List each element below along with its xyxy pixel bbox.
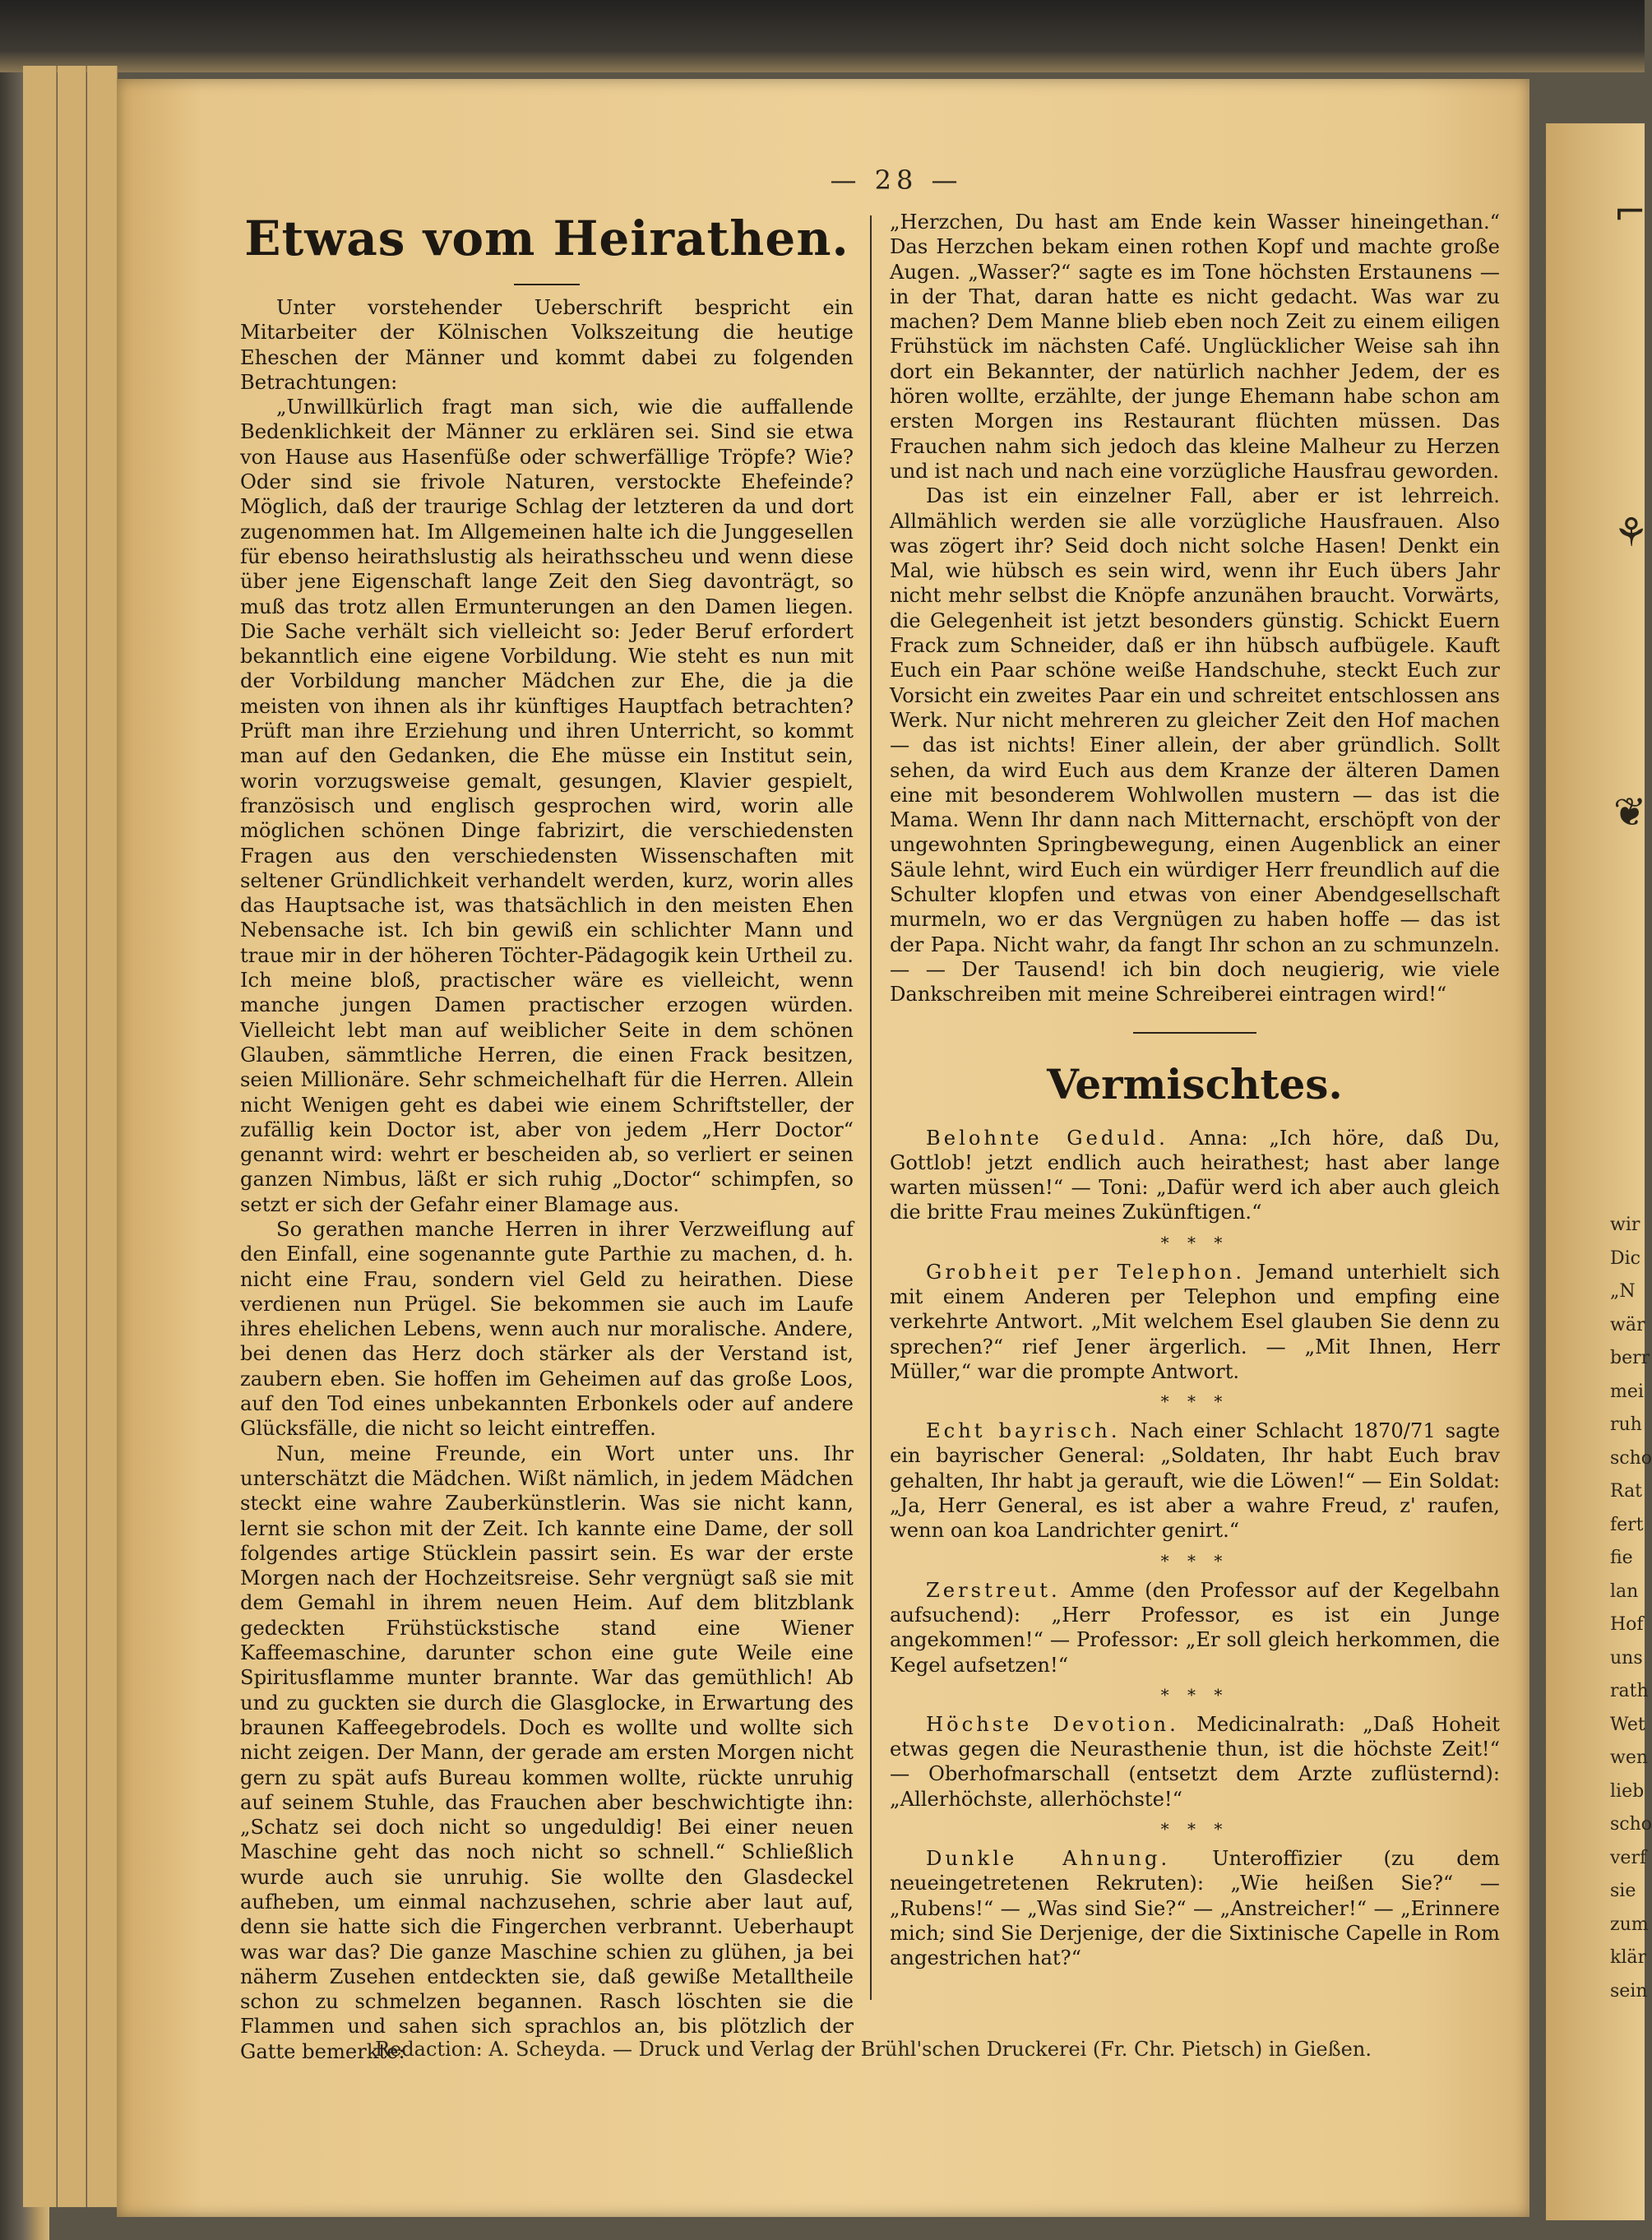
- misc-item: [890, 1846, 1500, 1970]
- ornament-figure: ❦: [1613, 789, 1647, 835]
- misc-item: [890, 1126, 1500, 1225]
- imprint-footer: Redaction: A. Scheyda. — Druck und Verlag der Brühl'schen Druckerei (Fr. Chr. Pietsch) in Gießen.: [375, 2038, 1372, 2061]
- article-paragraph: Nun, meine Freunde, ein Wort unter uns. Ihr unterschätzt die Mädchen. Wißt nämlich, in jedem Mädchen steckt eine wahre Zauberkünstlerin. Was sie nicht kann, lernt sie schon mit der Zeit. Ich kannte eine Dame, der soll folgendes artige Stücklein passirt sein. Es war der erste Morgen nach der Hochzeitsreise. Sehr vergnügt saß sie mit dem Gemahl in ihrem neuen Heim. Auf dem blitzblank gedeckten Frühstückstische stand eine Wiener Kaffeemaschine, darunter schon eine gute Weile eine Spiritusflamme munter brannte. War das gemüthlich! Ab und zu guckten sie durch die Glasglocke, in Erwartung des braunen Kaffeegebrodels. Doch es wollte und wollte sich nicht zeigen. Der Mann, der gerade am ersten Morgen nicht gern zu spät aufs Bureau kommen wollte, rückte unruhig auf seinem Stuhle, das Frauchen aber beschwichtigte ihn: „Schatz sei doch nicht so ungeduldig! Bei einer neuen Maschine geht das noch nicht so schnell.“ Schließlich wurde auch sie unruhig. Sie wollte den Glasdeckel aufheben, um einmal nachzusehen, schrie aber laut auf, denn sie hatte sich die Fingerchen verbrannt. Ueberhaupt was war das? Die ganze Maschine schien zu glühen, ja bei näherm Zusehen entdeckten sie, daß gewiße Metalltheile schon zu schmelzen begannen. Rasch löschten sie die Flammen und sahen sich sprachlos an, bis plötzlich der Gatte bemerkte:: [240, 1442, 854, 2063]
- misc-item-head: Zerstreut.: [926, 1578, 1061, 1602]
- misc-item-text: Nach einer Schlacht 1870/71 sagte ein bayrischer General: „Soldaten, Ihr habt Euch brav gehalten, Ihr habt ja gerauft, wie die Löwen!“ — Ein Soldat: „Ja, Herr General, es ist aber a wahre Freud, z' raufen, wenn oan koa Landrichter genirt.“: [890, 1419, 1501, 1543]
- star-separator: * * *: [1160, 1684, 1229, 1705]
- page-edge: [58, 66, 86, 2207]
- page-edge: [87, 66, 118, 2207]
- article-paragraph: „Unwillkürlich fragt man sich, wie die auffallende Bedenklichkeit der Männer zu erklären sei. Sind sie etwa von Hause aus Hasenfüße oder schwerfällige Tröpfe? Wie? Oder sind sie frivole Naturen, verstockte Ehefeinde? Möglich, daß der traurige Schlag der letzteren da und dort zugenommen hat. Im Allgemeinen halte ich die Junggesellen für ebenso heirathslustig als heirathsscheu und wenn diese über jene Eigenschaft lange Zeit den Sieg davonträgt, so muß das trotz allen Ermunterungen an den Damen liegen. Die Sache verhält sich vielleicht so: Jeder Beruf erfordert bekanntlich eine eigene Vorbildung. Wie steht es nun mit der Vorbildung mancher Mädchen zur Ehe, die ja die meisten von ihnen als ihr künftiges Hauptfach betrachten? Prüft man ihre Erziehung und ihren Unterricht, so kommt man auf den Gedanken, die Ehe müsse ein Institut sein, worin vorzugsweise gemalt, gesungen, Klavier gespielt, französisch und englisch gesprochen wird, worin alle möglichen schönen Dinge fabrizirt, die verschiedensten Fragen aus den verschiedensten Wissenschaften mit seltener Gründlichkeit verhandelt werden, kurz, worin alles das Hauptsache ist, was thatsächlich in den meisten Ehen Nebensache ist. Ich bin gewiß ein schlichter Mann und traue mir in der höheren Töchter-Pädagogik kein Urtheil zu. Ich meine bloß, practischer wäre es vielleicht, wenn manche jungen Damen practischer erzogen würden. Vielleicht lebt man auf weiblicher Seite in dem schönen Glauben, sämmtliche Herren, die einen Frack besitzen, seien Millionäre. Sehr schmeichelhaft für die Herren. Allein nicht Wenigen geht es dabei wie einem Schriftsteller, der zufällig kein Doctor ist, aber von jedem „Herr Doctor“ genannt wird: wehrt er bescheiden ab, so verliert er seinen ganzen Nimbus, läßt er sich ruhig „Doctor“ schimpfen, so setzt er sich der Gefahr einer Blamage aus.: [240, 396, 854, 1216]
- misc-item: [890, 1419, 1500, 1543]
- misc-item-head: Dunkle Ahnung.: [926, 1847, 1171, 1871]
- page-number: — 28 —: [830, 164, 963, 196]
- misc-item-text: Amme (den Professor auf der Kegelbahn aufsuchend): „Herr Professor, es ist ein Junge angekommen!“ — Professor: „Er soll gleich herkommen, die Kegel aufsetzen!“: [890, 1578, 1500, 1677]
- star-separator: * * *: [1160, 1232, 1229, 1252]
- misc-item-text: Anna: „Ich höre, daß Du, Gottlob! jetzt endlich auch heirathest; hast aber lange warten müssen!“ — Toni: „Dafür werd ich aber auch gleich die britte Frau meines Zukünftigen.“: [890, 1126, 1500, 1224]
- section-title: Vermischtes.: [1047, 1059, 1343, 1108]
- misc-item-head: Grobheit per Telephon.: [926, 1260, 1246, 1284]
- misc-item-text: Unteroffizier (zu dem neueingetretenen Rekruten): „Wie heißen Sie?“ — „Rubens!“ — „Was sind Sie?“ — „Anstreicher!“ — „Erinnere mich; sind Sie Derjenige, der die Sixtinische Capelle in Rom angestrichen hat?“: [890, 1847, 1500, 1970]
- star-separator: * * *: [1160, 1550, 1229, 1571]
- left-column: [240, 210, 854, 2064]
- misc-item-head: Höchste Devotion.: [926, 1712, 1179, 1736]
- right-column: [890, 210, 1500, 1971]
- star-separator: * * *: [1160, 1819, 1229, 1840]
- article-paragraph: Das ist ein einzelner Fall, aber er ist lehrreich. Allmählich werden sie alle vorzügliche Hausfrauen. Also was zögert ihr? Seid doch nicht solche Hasen! Denkt ein Mal, wie hübsch es sein wird, wenn ihr Euch übers Jahr nicht mehr selbst die Knöpfe anzunähen braucht. Vorwärts, die Gelegenheit ist jetzt besonders günstig. Schickt Euern Frack zum Schneider, daß er ihn hübsch aufbügele. Kauft Euch ein Paar schöne weiße Handschuhe, steckt Euch zur Vorsicht ein zweites Paar ein und schreitet entschlossen ans Werk. Nur nicht mehreren zu gleicher Zeit den Hof machen — das ist nichts! Einer allein, der aber gründlich. Sollt sehen, da wird Euch aus dem Kranze der älteren Damen eine mit besonderem Wohlwollen mustern — das ist die Mama. Wenn Ihr dann nach Mitternacht, erschöpft von der ungewohnten Springbewegung, einen Augenblick an einer Säule lehnt, wird Euch ein würdiger Herr freundlich auf die Schulter klopfen und etwas von einer Abendgesellschaft murmeln, wo er das Vergnügen zu haben hoffe — das ist der Papa. Nicht wahr, da fangt Ihr schon an zu schmunzeln. — — Der Tausend! ich bin doch neugierig, wie viele Dankschreiben mit meine Schreiberei eintragen wird!“: [890, 484, 1500, 1007]
- misc-item-head: Echt bayrisch.: [926, 1419, 1121, 1443]
- misc-item: [890, 1578, 1500, 1678]
- section-rule: [1133, 1032, 1256, 1034]
- article-paragraph: Unter vorstehender Ueberschrift bespricht ein Mitarbeiter der Kölnischen Volkszeitung die heutige Eheschen der Männer und kommt dabei zu folgenden Betrachtungen:: [240, 296, 854, 394]
- adjacent-page-text: wir Dic „N wär berr mei ruh scho Rat fert fie lan Hof uns rath Wet wen lieb scho verf sie zum klär sein: [1610, 1215, 1652, 2002]
- misc-item: [890, 1712, 1500, 1812]
- misc-item-text: Medicinalrath: „Daß Hoheit etwas gegen die Neurasthenie thun, ist die höchste Zeit!“ — Oberhofmarschall (entsetzt dem Arzte zuflüsternd): „Allerhöchste, allerhöchste!“: [890, 1712, 1500, 1811]
- star-separator: * * *: [1160, 1391, 1229, 1412]
- misc-item-head: Belohnte Geduld.: [926, 1126, 1168, 1150]
- column-divider: [870, 215, 872, 2000]
- misc-item: [890, 1260, 1500, 1384]
- ornament-figure: ⚘: [1613, 510, 1650, 556]
- article-title: Etwas vom Heirathen.: [244, 211, 849, 266]
- page-edge: [23, 66, 57, 2207]
- article-paragraph: „Herzchen, Du hast am Ende kein Wasser hineingethan.“ Das Herzchen bekam einen rothen Kopf und machte große Augen. „Wasser?“ sagte es im Tone höchsten Erstaunens — in der That, daran hatte es nicht gedacht. Was war zu machen? Dem Manne blieb eben noch Zeit zu einem eiligen Frühstück im nächsten Café. Unglücklicher Weise sah ihn dort ein Bekannter, der natürlich nachher Jedem, der es hören wollte, erzählte, der junge Ehemann habe schon am ersten Morgen ins Restaurant flüchten müssen. Das Frauchen nahm sich jedoch das kleine Malheur zu Herzen und ist nach und nach eine vorzügliche Hausfrau geworden.: [890, 211, 1500, 483]
- ornament-bracket: ⌐: [1613, 189, 1647, 235]
- misc-item-text: Jemand unterhielt sich mit einem Anderen per Telephon und empfing eine verkehrte Antwort. „Mit welchem Esel glauben Sie denn zu sprechen?“ rief Jener ärgerlich. — „Mit Ihnen, Herr Müller,“ war die prompte Antwort.: [890, 1260, 1500, 1383]
- book-cover-top: [0, 0, 1645, 72]
- article-paragraph: So gerathen manche Herren in ihrer Verzweiflung auf den Einfall, eine sogenannte gute Parthie zu machen, d. h. nicht eine Frau, sondern viel Geld zu heirathen. Diese verdienen nun Prügel. Sie bekommen sie auch im Laufe ihres ehelichen Lebens, wenn auch nur moralische. Andere, bei denen das Herz doch stärker als der Verstand ist, zaubern eben. Sie hoffen im Geheimen auf das große Loos, auf den Tod eines unbekannten Erbonkels oder auf andere Glücksfälle, die nicht so leicht eintreffen.: [240, 1217, 854, 1441]
- title-rule: [514, 284, 580, 285]
